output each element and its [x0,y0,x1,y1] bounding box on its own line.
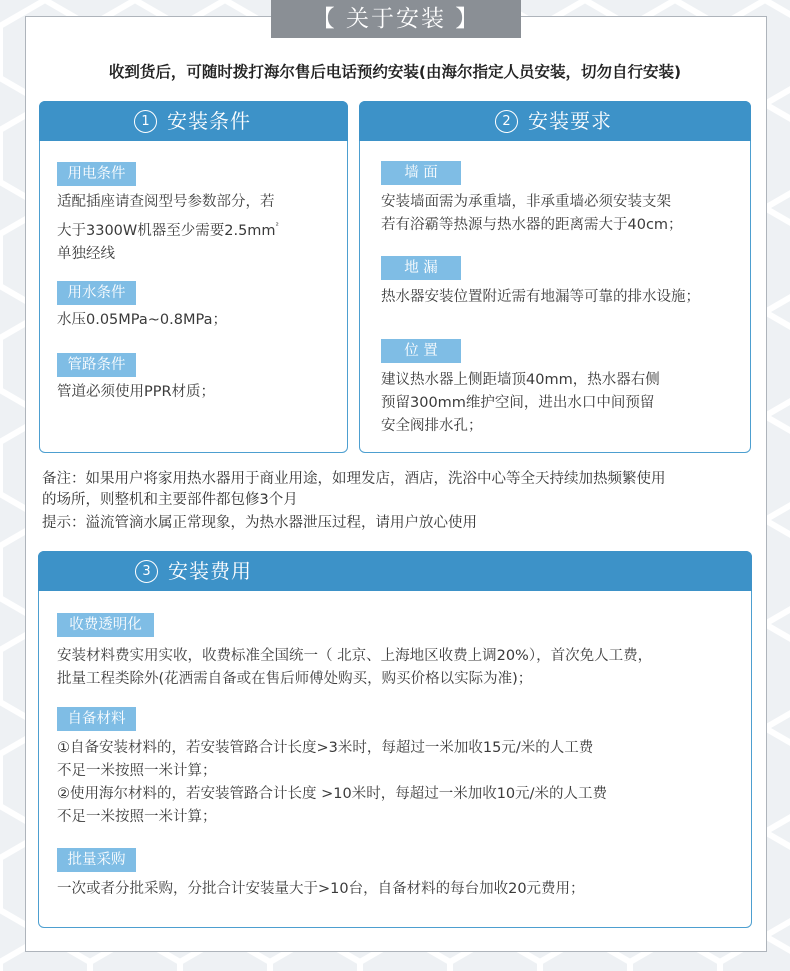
intro-text: 收到货后，可随时拨打海尔售后电话预约安装(由海尔指定人员安装，切勿自行安装) [108,63,682,81]
install-fees-header [38,551,752,591]
water-condition-tag: 用水条件 [57,281,136,305]
position-line-2: 预留300mm维护空间，进出水口中间预留 [381,395,655,411]
self-line-1: ①自备安装材料的，若安装管路合计长度>3米时，每超过一米加收15元/米的人工费 [57,740,594,756]
power-condition-text [57,191,279,266]
power-superscript: ² [275,221,279,230]
transparent-fee-text [57,645,652,691]
water-condition-text: 水压0.05MPa~0.8MPa； [57,312,227,328]
install-requirements-card [359,101,751,453]
pipe-condition-tag: 管路条件 [57,353,136,377]
power-line-3: 单独经线 [57,246,115,262]
install-conditions-card [39,101,348,453]
power-condition-tag: 用电条件 [57,162,136,186]
position-line-3: 安全阀排水孔； [381,418,483,434]
install-fees-title: 安装费用 [168,559,252,583]
fee-line-2: 批量工程类除外(花洒需自备或在售后师傅处购买，购买价格以实际为准)； [57,671,533,687]
install-requirements-title: 安装要求 [528,109,612,133]
self-line-2: 不足一米按照一米计算； [57,763,217,779]
self-materials-tag: 自备材料 [57,707,136,731]
install-conditions-title: 安装条件 [167,109,251,133]
step-number-1: 1 [134,110,157,133]
page-title: 【 关于安装 】 [271,0,521,38]
position-text [381,369,660,438]
power-line-2 [57,214,279,243]
bulk-purchase-tag: 批量采购 [57,848,136,872]
wall-tag: 墙 面 [381,161,461,185]
self-materials-text [57,737,607,829]
remark-line-1: 备注：如果用户将家用热水器用于商业用途，如理发店，酒店，洗浴中心等全天持续加热频繁使用 [42,471,666,487]
self-line-4: 不足一米按照一米计算； [57,809,217,825]
tip-note: 提示：溢流管滴水属正常现象，为热水器泄压过程，请用户放心使用 [42,515,477,531]
wall-line-2: 若有浴霸等热源与热水器的距离需大于40cm； [381,217,683,233]
pipe-condition-text: 管道必须使用PPR材质； [57,384,216,400]
position-tag: 位 置 [381,339,461,363]
fee-line-1: 安装材料费实用实收，收费标准全国统一（ 北京、上海地区收费上调20%），首次免人工费， [57,648,653,664]
remark-note [42,469,666,511]
install-conditions-header [39,101,348,141]
install-requirements-header [359,101,751,141]
self-line-3: ②使用海尔材料的，若安装管路合计长度 >10米时，每超过一米加收10元/米的人工费 [57,786,608,802]
transparent-fee-tag: 收费透明化 [57,613,154,637]
power-line-1: 适配插座请查阅型号参数部分，若 [57,194,275,210]
install-fees-card [38,551,752,928]
wall-line-1: 安装墙面需为承重墙，非承重墙必须安装支架 [381,194,671,210]
floor-drain-tag: 地 漏 [381,256,461,280]
position-line-1: 建议热水器上侧距墙顶40mm，热水器右侧 [381,372,660,388]
wall-text [381,191,683,237]
remark-line-2: 的场所，则整机和主要部件都包修3个月 [42,492,298,508]
floor-drain-text: 热水器安装位置附近需有地漏等可靠的排水设施； [381,289,700,305]
step-number-2: 2 [495,110,518,133]
power-line-2-text: 大于3300W机器至少需要2.5mm [57,223,276,239]
step-number-3: 3 [135,560,158,583]
bulk-purchase-text: 一次或者分批采购，分批合计安装量大于>10台，自备材料的每台加收20元费用； [57,881,585,897]
